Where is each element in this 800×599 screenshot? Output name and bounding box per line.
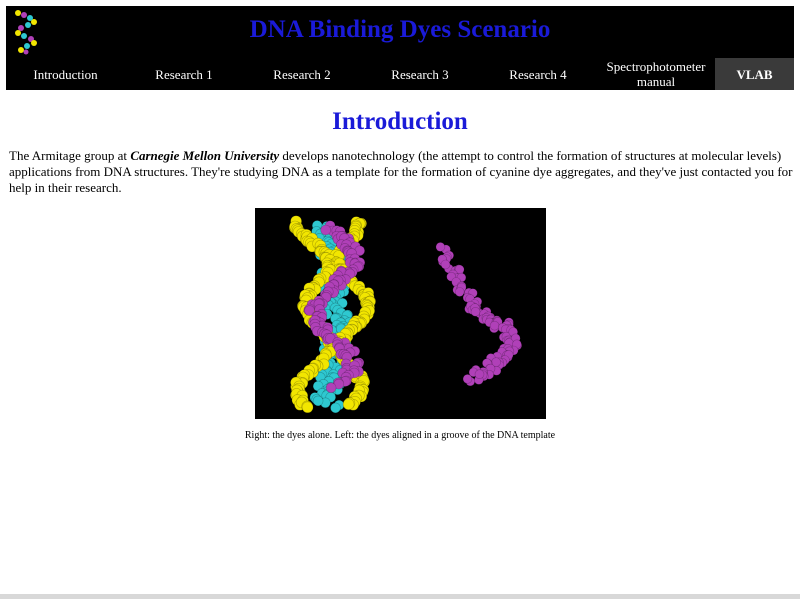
page-bottom-border — [0, 594, 800, 599]
nav-introduction[interactable]: Introduction — [33, 66, 98, 82]
intro-text-end: develops nanotechnology (the attempt to control the formation of structures at molecular levels) applications from DNA structures. They're studying DNA as a template for the formation of cyanine dye aggregates, and they've just contacted you for help in their research. — [9, 148, 793, 195]
main-nav — [6, 58, 794, 90]
nav-research-3[interactable]: Research 3 — [391, 66, 449, 82]
nav-vlab[interactable]: VLAB — [715, 58, 794, 90]
page-title: Introduction — [332, 108, 468, 135]
nav-spectrophotometer-manual[interactable]: Spectrophotometer manual — [606, 59, 706, 89]
intro-text-start: The Armitage group at — [9, 148, 131, 163]
dye-aggregate-model — [436, 242, 522, 386]
dna-dye-figure — [255, 208, 546, 419]
intro-paragraph — [9, 148, 794, 196]
dna-template-model — [289, 216, 376, 413]
site-title: DNA Binding Dyes Scenario — [249, 16, 551, 43]
nav-research-2[interactable]: Research 2 — [273, 66, 331, 82]
nav-research-1[interactable]: Research 1 — [155, 66, 213, 82]
university-name: Carnegie Mellon University — [130, 148, 280, 163]
molecular-model-image — [255, 208, 546, 419]
figure-caption: Right: the dyes alone. Left: the dyes aligned in a groove of the DNA template — [244, 430, 556, 441]
site-header — [6, 6, 794, 58]
nav-research-4[interactable]: Research 4 — [509, 66, 567, 82]
